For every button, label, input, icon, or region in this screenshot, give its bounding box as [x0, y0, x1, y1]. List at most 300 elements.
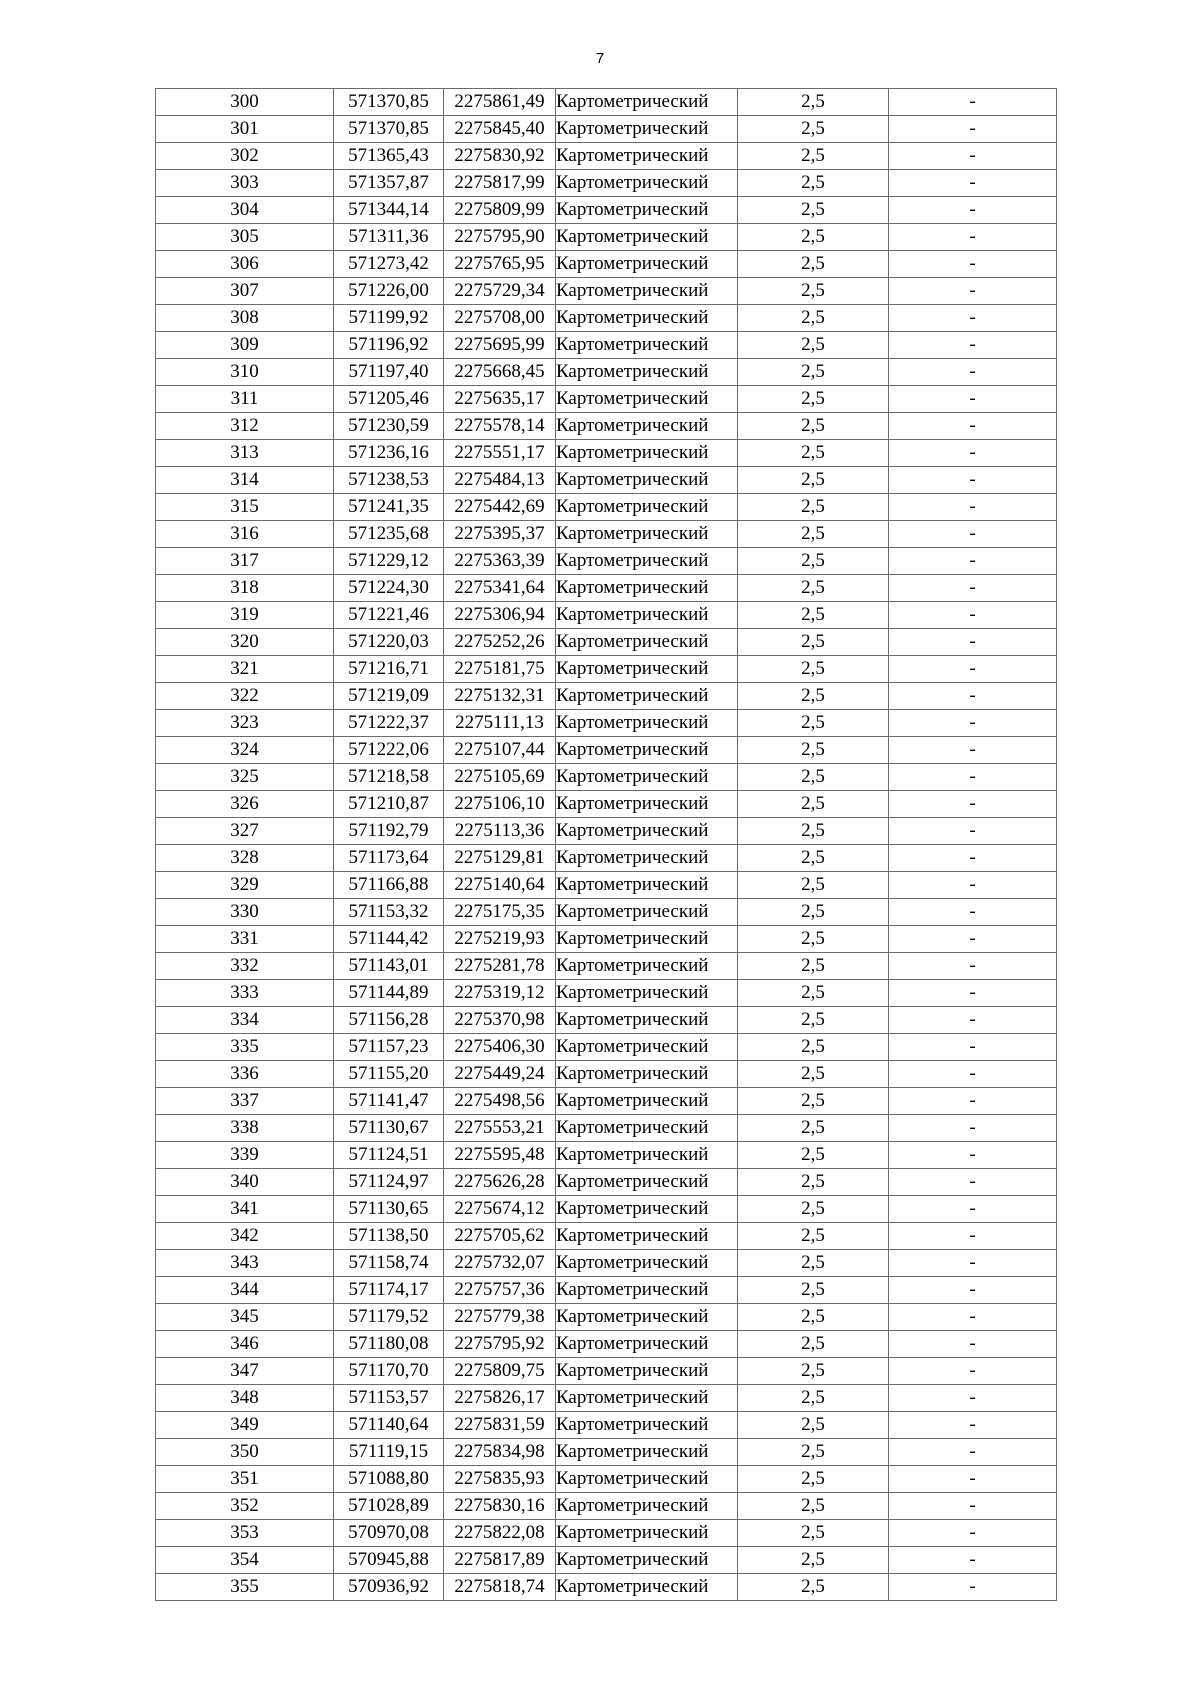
accuracy-cell: 2,5	[738, 467, 889, 494]
accuracy-cell: 2,5	[738, 1115, 889, 1142]
accuracy-cell: 2,5	[738, 440, 889, 467]
description-cell: -	[889, 251, 1057, 278]
accuracy-cell: 2,5	[738, 278, 889, 305]
table-row	[156, 251, 1057, 278]
point-number-cell: 303	[156, 170, 334, 197]
accuracy-cell: 2,5	[738, 575, 889, 602]
table-row	[156, 278, 1057, 305]
method-cell: Картометрический	[556, 737, 738, 764]
description-cell: -	[889, 224, 1057, 251]
coordinate-x-cell: 571157,23	[334, 1034, 444, 1061]
coordinate-y-cell: 2275252,26	[444, 629, 556, 656]
coordinate-x-cell: 571173,64	[334, 845, 444, 872]
table-row	[156, 116, 1057, 143]
point-number-cell: 338	[156, 1115, 334, 1142]
accuracy-cell: 2,5	[738, 1034, 889, 1061]
accuracy-cell: 2,5	[738, 170, 889, 197]
method-cell: Картометрический	[556, 305, 738, 332]
description-cell: -	[889, 548, 1057, 575]
coordinate-y-cell: 2275175,35	[444, 899, 556, 926]
description-cell: -	[889, 1547, 1057, 1574]
point-number-cell: 336	[156, 1061, 334, 1088]
method-cell: Картометрический	[556, 980, 738, 1007]
coordinate-x-cell: 571088,80	[334, 1466, 444, 1493]
table-row	[156, 1007, 1057, 1034]
coordinate-y-cell: 2275626,28	[444, 1169, 556, 1196]
accuracy-cell: 2,5	[738, 548, 889, 575]
table-row	[156, 764, 1057, 791]
description-cell: -	[889, 899, 1057, 926]
point-number-cell: 326	[156, 791, 334, 818]
description-cell: -	[889, 575, 1057, 602]
coordinate-y-cell: 2275219,93	[444, 926, 556, 953]
coordinate-x-cell: 571119,15	[334, 1439, 444, 1466]
coordinates-table	[155, 88, 1057, 1601]
description-cell: -	[889, 1007, 1057, 1034]
coordinate-y-cell: 2275779,38	[444, 1304, 556, 1331]
point-number-cell: 311	[156, 386, 334, 413]
description-cell: -	[889, 494, 1057, 521]
description-cell: -	[889, 116, 1057, 143]
point-number-cell: 316	[156, 521, 334, 548]
coordinate-y-cell: 2275449,24	[444, 1061, 556, 1088]
method-cell: Картометрический	[556, 1412, 738, 1439]
coordinate-y-cell: 2275281,78	[444, 953, 556, 980]
coordinate-y-cell: 2275595,48	[444, 1142, 556, 1169]
coordinate-x-cell: 571205,46	[334, 386, 444, 413]
coordinate-x-cell: 571311,36	[334, 224, 444, 251]
table-row	[156, 1412, 1057, 1439]
coordinate-x-cell: 571220,03	[334, 629, 444, 656]
description-cell: -	[889, 278, 1057, 305]
method-cell: Картометрический	[556, 1520, 738, 1547]
description-cell: -	[889, 872, 1057, 899]
point-number-cell: 337	[156, 1088, 334, 1115]
coordinate-x-cell: 571221,46	[334, 602, 444, 629]
point-number-cell: 349	[156, 1412, 334, 1439]
coordinate-y-cell: 2275845,40	[444, 116, 556, 143]
table-row	[156, 1574, 1057, 1601]
method-cell: Картометрический	[556, 899, 738, 926]
coordinate-x-cell: 571222,37	[334, 710, 444, 737]
point-number-cell: 352	[156, 1493, 334, 1520]
coordinate-y-cell: 2275708,00	[444, 305, 556, 332]
accuracy-cell: 2,5	[738, 899, 889, 926]
table-row	[156, 1250, 1057, 1277]
coordinate-y-cell: 2275795,90	[444, 224, 556, 251]
method-cell: Картометрический	[556, 1169, 738, 1196]
coordinate-y-cell: 2275817,99	[444, 170, 556, 197]
method-cell: Картометрический	[556, 845, 738, 872]
coordinate-x-cell: 571144,42	[334, 926, 444, 953]
coordinate-x-cell: 571158,74	[334, 1250, 444, 1277]
table-row	[156, 1061, 1057, 1088]
method-cell: Картометрический	[556, 413, 738, 440]
table-row	[156, 575, 1057, 602]
table-row	[156, 305, 1057, 332]
description-cell: -	[889, 413, 1057, 440]
method-cell: Картометрический	[556, 440, 738, 467]
description-cell: -	[889, 1385, 1057, 1412]
method-cell: Картометрический	[556, 1466, 738, 1493]
coordinate-x-cell: 571124,97	[334, 1169, 444, 1196]
coordinate-y-cell: 2275484,13	[444, 467, 556, 494]
description-cell: -	[889, 1493, 1057, 1520]
point-number-cell: 312	[156, 413, 334, 440]
method-cell: Картометрический	[556, 251, 738, 278]
point-number-cell: 305	[156, 224, 334, 251]
accuracy-cell: 2,5	[738, 1466, 889, 1493]
point-number-cell: 315	[156, 494, 334, 521]
description-cell: -	[889, 386, 1057, 413]
coordinate-x-cell: 571170,70	[334, 1358, 444, 1385]
description-cell: -	[889, 710, 1057, 737]
accuracy-cell: 2,5	[738, 1169, 889, 1196]
accuracy-cell: 2,5	[738, 224, 889, 251]
table-row	[156, 521, 1057, 548]
accuracy-cell: 2,5	[738, 683, 889, 710]
table-row	[156, 791, 1057, 818]
accuracy-cell: 2,5	[738, 116, 889, 143]
table-row	[156, 1520, 1057, 1547]
accuracy-cell: 2,5	[738, 1061, 889, 1088]
coordinate-x-cell: 571235,68	[334, 521, 444, 548]
accuracy-cell: 2,5	[738, 1007, 889, 1034]
point-number-cell: 328	[156, 845, 334, 872]
point-number-cell: 319	[156, 602, 334, 629]
description-cell: -	[889, 1169, 1057, 1196]
coordinate-y-cell: 2275106,10	[444, 791, 556, 818]
table-row	[156, 494, 1057, 521]
method-cell: Картометрический	[556, 359, 738, 386]
point-number-cell: 307	[156, 278, 334, 305]
coordinate-x-cell: 571229,12	[334, 548, 444, 575]
point-number-cell: 310	[156, 359, 334, 386]
description-cell: -	[889, 1304, 1057, 1331]
point-number-cell: 325	[156, 764, 334, 791]
method-cell: Картометрический	[556, 332, 738, 359]
accuracy-cell: 2,5	[738, 1520, 889, 1547]
table-row	[156, 656, 1057, 683]
method-cell: Картометрический	[556, 467, 738, 494]
coordinate-x-cell: 571370,85	[334, 89, 444, 116]
point-number-cell: 342	[156, 1223, 334, 1250]
method-cell: Картометрический	[556, 548, 738, 575]
coordinate-x-cell: 571174,17	[334, 1277, 444, 1304]
point-number-cell: 346	[156, 1331, 334, 1358]
coordinate-x-cell: 571365,43	[334, 143, 444, 170]
method-cell: Картометрический	[556, 1574, 738, 1601]
table-row	[156, 1196, 1057, 1223]
method-cell: Картометрический	[556, 386, 738, 413]
coordinate-y-cell: 2275370,98	[444, 1007, 556, 1034]
description-cell: -	[889, 737, 1057, 764]
description-cell: -	[889, 1142, 1057, 1169]
coordinate-y-cell: 2275817,89	[444, 1547, 556, 1574]
description-cell: -	[889, 1277, 1057, 1304]
accuracy-cell: 2,5	[738, 413, 889, 440]
point-number-cell: 345	[156, 1304, 334, 1331]
table-row	[156, 1385, 1057, 1412]
method-cell: Картометрический	[556, 926, 738, 953]
table-row	[156, 467, 1057, 494]
table-row	[156, 953, 1057, 980]
table-row	[156, 89, 1057, 116]
point-number-cell: 355	[156, 1574, 334, 1601]
point-number-cell: 308	[156, 305, 334, 332]
point-number-cell: 304	[156, 197, 334, 224]
table-row	[156, 386, 1057, 413]
description-cell: -	[889, 1061, 1057, 1088]
point-number-cell: 351	[156, 1466, 334, 1493]
point-number-cell: 341	[156, 1196, 334, 1223]
coordinate-y-cell: 2275809,75	[444, 1358, 556, 1385]
coordinate-x-cell: 571180,08	[334, 1331, 444, 1358]
coordinate-x-cell: 571224,30	[334, 575, 444, 602]
point-number-cell: 324	[156, 737, 334, 764]
accuracy-cell: 2,5	[738, 1358, 889, 1385]
coordinate-y-cell: 2275132,31	[444, 683, 556, 710]
description-cell: -	[889, 197, 1057, 224]
description-cell: -	[889, 332, 1057, 359]
point-number-cell: 314	[156, 467, 334, 494]
point-number-cell: 353	[156, 1520, 334, 1547]
coordinate-y-cell: 2275105,69	[444, 764, 556, 791]
coordinate-y-cell: 2275341,64	[444, 575, 556, 602]
coordinate-x-cell: 571236,16	[334, 440, 444, 467]
table-row	[156, 629, 1057, 656]
method-cell: Картометрический	[556, 1142, 738, 1169]
description-cell: -	[889, 440, 1057, 467]
description-cell: -	[889, 926, 1057, 953]
method-cell: Картометрический	[556, 521, 738, 548]
description-cell: -	[889, 1196, 1057, 1223]
method-cell: Картометрический	[556, 1358, 738, 1385]
description-cell: -	[889, 629, 1057, 656]
method-cell: Картометрический	[556, 872, 738, 899]
description-cell: -	[889, 1520, 1057, 1547]
table-row	[156, 224, 1057, 251]
accuracy-cell: 2,5	[738, 386, 889, 413]
point-number-cell: 301	[156, 116, 334, 143]
accuracy-cell: 2,5	[738, 953, 889, 980]
method-cell: Картометрический	[556, 629, 738, 656]
point-number-cell: 322	[156, 683, 334, 710]
point-number-cell: 335	[156, 1034, 334, 1061]
table-row	[156, 197, 1057, 224]
coordinate-y-cell: 2275809,99	[444, 197, 556, 224]
coordinate-x-cell: 571028,89	[334, 1493, 444, 1520]
coordinate-x-cell: 571196,92	[334, 332, 444, 359]
accuracy-cell: 2,5	[738, 1304, 889, 1331]
table-row	[156, 143, 1057, 170]
coordinate-y-cell: 2275830,92	[444, 143, 556, 170]
method-cell: Картометрический	[556, 224, 738, 251]
coordinate-x-cell: 571141,47	[334, 1088, 444, 1115]
description-cell: -	[889, 602, 1057, 629]
coordinate-x-cell: 571155,20	[334, 1061, 444, 1088]
method-cell: Картометрический	[556, 1007, 738, 1034]
method-cell: Картометрический	[556, 89, 738, 116]
description-cell: -	[889, 1115, 1057, 1142]
coordinate-y-cell: 2275831,59	[444, 1412, 556, 1439]
description-cell: -	[889, 170, 1057, 197]
accuracy-cell: 2,5	[738, 1385, 889, 1412]
accuracy-cell: 2,5	[738, 872, 889, 899]
coordinate-x-cell: 571199,92	[334, 305, 444, 332]
coordinate-y-cell: 2275732,07	[444, 1250, 556, 1277]
method-cell: Картометрический	[556, 1385, 738, 1412]
table-row	[156, 548, 1057, 575]
point-number-cell: 330	[156, 899, 334, 926]
coordinate-x-cell: 571130,67	[334, 1115, 444, 1142]
coordinate-x-cell: 571238,53	[334, 467, 444, 494]
description-cell: -	[889, 683, 1057, 710]
point-number-cell: 327	[156, 818, 334, 845]
table-row	[156, 1115, 1057, 1142]
method-cell: Картометрический	[556, 1223, 738, 1250]
accuracy-cell: 2,5	[738, 1223, 889, 1250]
table-row	[156, 1088, 1057, 1115]
point-number-cell: 343	[156, 1250, 334, 1277]
method-cell: Картометрический	[556, 1331, 738, 1358]
coordinates-table-body	[156, 89, 1057, 1601]
point-number-cell: 347	[156, 1358, 334, 1385]
table-row	[156, 1304, 1057, 1331]
coordinate-y-cell: 2275553,21	[444, 1115, 556, 1142]
description-cell: -	[889, 359, 1057, 386]
accuracy-cell: 2,5	[738, 1142, 889, 1169]
coordinate-x-cell: 571219,09	[334, 683, 444, 710]
coordinate-y-cell: 2275129,81	[444, 845, 556, 872]
coordinate-x-cell: 571156,28	[334, 1007, 444, 1034]
accuracy-cell: 2,5	[738, 89, 889, 116]
accuracy-cell: 2,5	[738, 710, 889, 737]
coordinate-y-cell: 2275363,39	[444, 548, 556, 575]
method-cell: Картометрический	[556, 1304, 738, 1331]
coordinate-x-cell: 571230,59	[334, 413, 444, 440]
coordinate-y-cell: 2275818,74	[444, 1574, 556, 1601]
description-cell: -	[889, 1439, 1057, 1466]
point-number-cell: 334	[156, 1007, 334, 1034]
point-number-cell: 354	[156, 1547, 334, 1574]
method-cell: Картометрический	[556, 764, 738, 791]
point-number-cell: 331	[156, 926, 334, 953]
coordinate-y-cell: 2275551,17	[444, 440, 556, 467]
coordinate-y-cell: 2275140,64	[444, 872, 556, 899]
description-cell: -	[889, 143, 1057, 170]
accuracy-cell: 2,5	[738, 656, 889, 683]
point-number-cell: 300	[156, 89, 334, 116]
coordinate-x-cell: 570945,88	[334, 1547, 444, 1574]
accuracy-cell: 2,5	[738, 1088, 889, 1115]
coordinate-y-cell: 2275835,93	[444, 1466, 556, 1493]
description-cell: -	[889, 89, 1057, 116]
coordinate-y-cell: 2275822,08	[444, 1520, 556, 1547]
coordinate-y-cell: 2275181,75	[444, 656, 556, 683]
coordinate-x-cell: 571197,40	[334, 359, 444, 386]
coordinate-x-cell: 571153,57	[334, 1385, 444, 1412]
point-number-cell: 306	[156, 251, 334, 278]
table-row	[156, 710, 1057, 737]
table-row	[156, 872, 1057, 899]
method-cell: Картометрический	[556, 575, 738, 602]
coordinate-x-cell: 571153,32	[334, 899, 444, 926]
description-cell: -	[889, 305, 1057, 332]
accuracy-cell: 2,5	[738, 737, 889, 764]
coordinate-y-cell: 2275395,37	[444, 521, 556, 548]
accuracy-cell: 2,5	[738, 251, 889, 278]
description-cell: -	[889, 764, 1057, 791]
method-cell: Картометрический	[556, 1061, 738, 1088]
method-cell: Картометрический	[556, 1088, 738, 1115]
coordinate-x-cell: 570936,92	[334, 1574, 444, 1601]
method-cell: Картометрический	[556, 683, 738, 710]
accuracy-cell: 2,5	[738, 305, 889, 332]
coordinate-x-cell: 571370,85	[334, 116, 444, 143]
coordinate-y-cell: 2275306,94	[444, 602, 556, 629]
accuracy-cell: 2,5	[738, 926, 889, 953]
table-row	[156, 1142, 1057, 1169]
method-cell: Картометрический	[556, 1250, 738, 1277]
method-cell: Картометрический	[556, 143, 738, 170]
table-row	[156, 440, 1057, 467]
point-number-cell: 320	[156, 629, 334, 656]
accuracy-cell: 2,5	[738, 1196, 889, 1223]
coordinate-y-cell: 2275795,92	[444, 1331, 556, 1358]
coordinate-x-cell: 571124,51	[334, 1142, 444, 1169]
accuracy-cell: 2,5	[738, 521, 889, 548]
coordinate-y-cell: 2275107,44	[444, 737, 556, 764]
accuracy-cell: 2,5	[738, 764, 889, 791]
description-cell: -	[889, 818, 1057, 845]
description-cell: -	[889, 1466, 1057, 1493]
coordinate-x-cell: 571179,52	[334, 1304, 444, 1331]
accuracy-cell: 2,5	[738, 1439, 889, 1466]
method-cell: Картометрический	[556, 1277, 738, 1304]
description-cell: -	[889, 953, 1057, 980]
coordinate-y-cell: 2275111,13	[444, 710, 556, 737]
table-row	[156, 1331, 1057, 1358]
accuracy-cell: 2,5	[738, 980, 889, 1007]
coordinate-y-cell: 2275635,17	[444, 386, 556, 413]
method-cell: Картометрический	[556, 278, 738, 305]
method-cell: Картометрический	[556, 1115, 738, 1142]
method-cell: Картометрический	[556, 494, 738, 521]
point-number-cell: 302	[156, 143, 334, 170]
table-row	[156, 899, 1057, 926]
accuracy-cell: 2,5	[738, 791, 889, 818]
table-row	[156, 980, 1057, 1007]
method-cell: Картометрический	[556, 1196, 738, 1223]
coordinate-x-cell: 571144,89	[334, 980, 444, 1007]
description-cell: -	[889, 467, 1057, 494]
coordinate-x-cell: 571216,71	[334, 656, 444, 683]
accuracy-cell: 2,5	[738, 1493, 889, 1520]
description-cell: -	[889, 521, 1057, 548]
table-row	[156, 170, 1057, 197]
description-cell: -	[889, 1223, 1057, 1250]
coordinate-y-cell: 2275113,36	[444, 818, 556, 845]
coordinate-x-cell: 571357,87	[334, 170, 444, 197]
table-row	[156, 413, 1057, 440]
method-cell: Картометрический	[556, 1439, 738, 1466]
description-cell: -	[889, 1412, 1057, 1439]
coordinate-y-cell: 2275668,45	[444, 359, 556, 386]
description-cell: -	[889, 845, 1057, 872]
coordinate-y-cell: 2275834,98	[444, 1439, 556, 1466]
coordinate-x-cell: 571226,00	[334, 278, 444, 305]
